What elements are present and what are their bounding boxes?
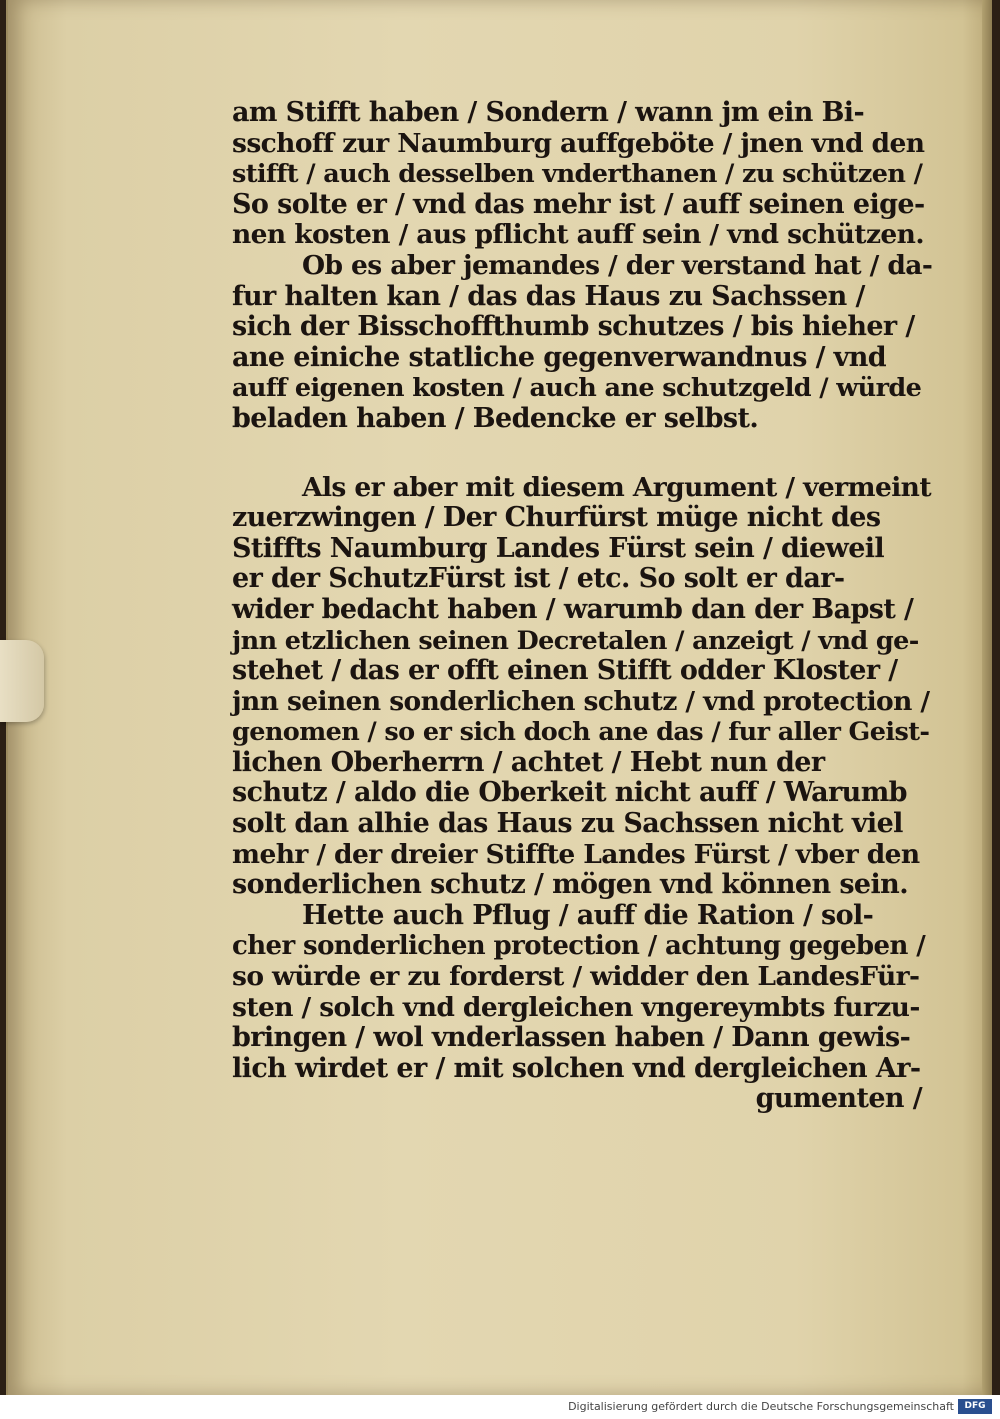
text-line: Hette auch Pflug / auff die Ration / sol- (302, 899, 874, 931)
page-tab-marker (0, 640, 44, 722)
text-line-catchword: gumenten / (755, 1083, 922, 1115)
text-line: So solte er / vnd das mehr ist / auff seinen eige- (232, 188, 925, 220)
text-line: lich wirdet er / mit solchen vnd dergleichen Ar- (232, 1052, 921, 1084)
text-line: lichen Oberherrn / achtet / Hebt nun der (232, 746, 825, 778)
text-line: sten / solch vnd dergleichen vngereymbts furzu- (232, 991, 920, 1023)
text-line: jnn etzlichen seinen Decretalen / anzeigt / vnd ge- (232, 625, 919, 656)
text-line: genomen / so er sich doch ane das / fur aller Geist- (232, 717, 930, 748)
text-line: Stiffts Naumburg Landes Fürst sein / dieweil (232, 532, 885, 564)
funding-credit: Digitalisierung gefördert durch die Deutsche Forschungsgemeinschaft (568, 1400, 954, 1413)
text-line: am Stifft haben / Sondern / wann jm ein Bi- (232, 97, 865, 128)
text-line: solt dan alhie das Haus zu Sachssen nicht viel (232, 808, 903, 840)
text-line: beladen haben / Bedencke er selbst. (232, 402, 759, 434)
text-line: fur halten kan / das das Haus zu Sachssen / (232, 280, 865, 312)
text-line: ane einiche statliche gegenverwandnus / vnd (232, 341, 887, 373)
text-line: zuerzwingen / Der Churfürst müge nicht des (232, 502, 881, 534)
text-line: schutz / aldo die Oberkeit nicht auff / Warumb (232, 777, 907, 809)
text-line: Ob es aber jemandes / der verstand hat / da- (302, 249, 933, 281)
text-line: sschoff zur Naumburg auffgeböte / jnen vnd den (232, 127, 925, 159)
text-line: sonderlichen schutz / mögen vnd können sein. (232, 869, 908, 901)
text-line: wider bedacht haben / warumb dan der Bapst / (232, 593, 914, 625)
page-edge (982, 0, 992, 1395)
paragraph-gap (232, 435, 932, 473)
text-line: so würde er zu forderst / widder den LandesFür- (232, 961, 920, 993)
page-text (232, 98, 932, 1115)
text-line: er der SchutzFürst ist / etc. So solt er dar- (232, 563, 845, 595)
text-line: bringen / wol vnderlassen haben / Dann gewis- (232, 1022, 911, 1054)
dfg-logo-icon: DFG (958, 1399, 992, 1414)
text-line: jnn seinen sonderlichen schutz / vnd protection / (232, 685, 930, 717)
text-line: stifft / auch desselben vnderthanen / zu schützen / (232, 159, 923, 190)
text-line: sich der Bisschoffthumb schutzes / bis hieher / (232, 311, 915, 343)
text-line: nen kosten / aus pflicht auff sein / vnd schützen. (232, 219, 924, 251)
text-line: mehr / der dreier Stiffte Landes Fürst / vber den (232, 838, 920, 870)
text-line: auff eigenen kosten / auch ane schutzgeld / würde (232, 373, 922, 404)
digitization-footer (0, 1395, 1000, 1419)
text-line: stehet / das er offt einen Stifft odder Kloster / (232, 655, 898, 687)
text-line: Als er aber mit diesem Argument / vermeint (302, 471, 931, 503)
text-line: cher sonderlichen protection / achtung gegeben / (232, 931, 926, 962)
